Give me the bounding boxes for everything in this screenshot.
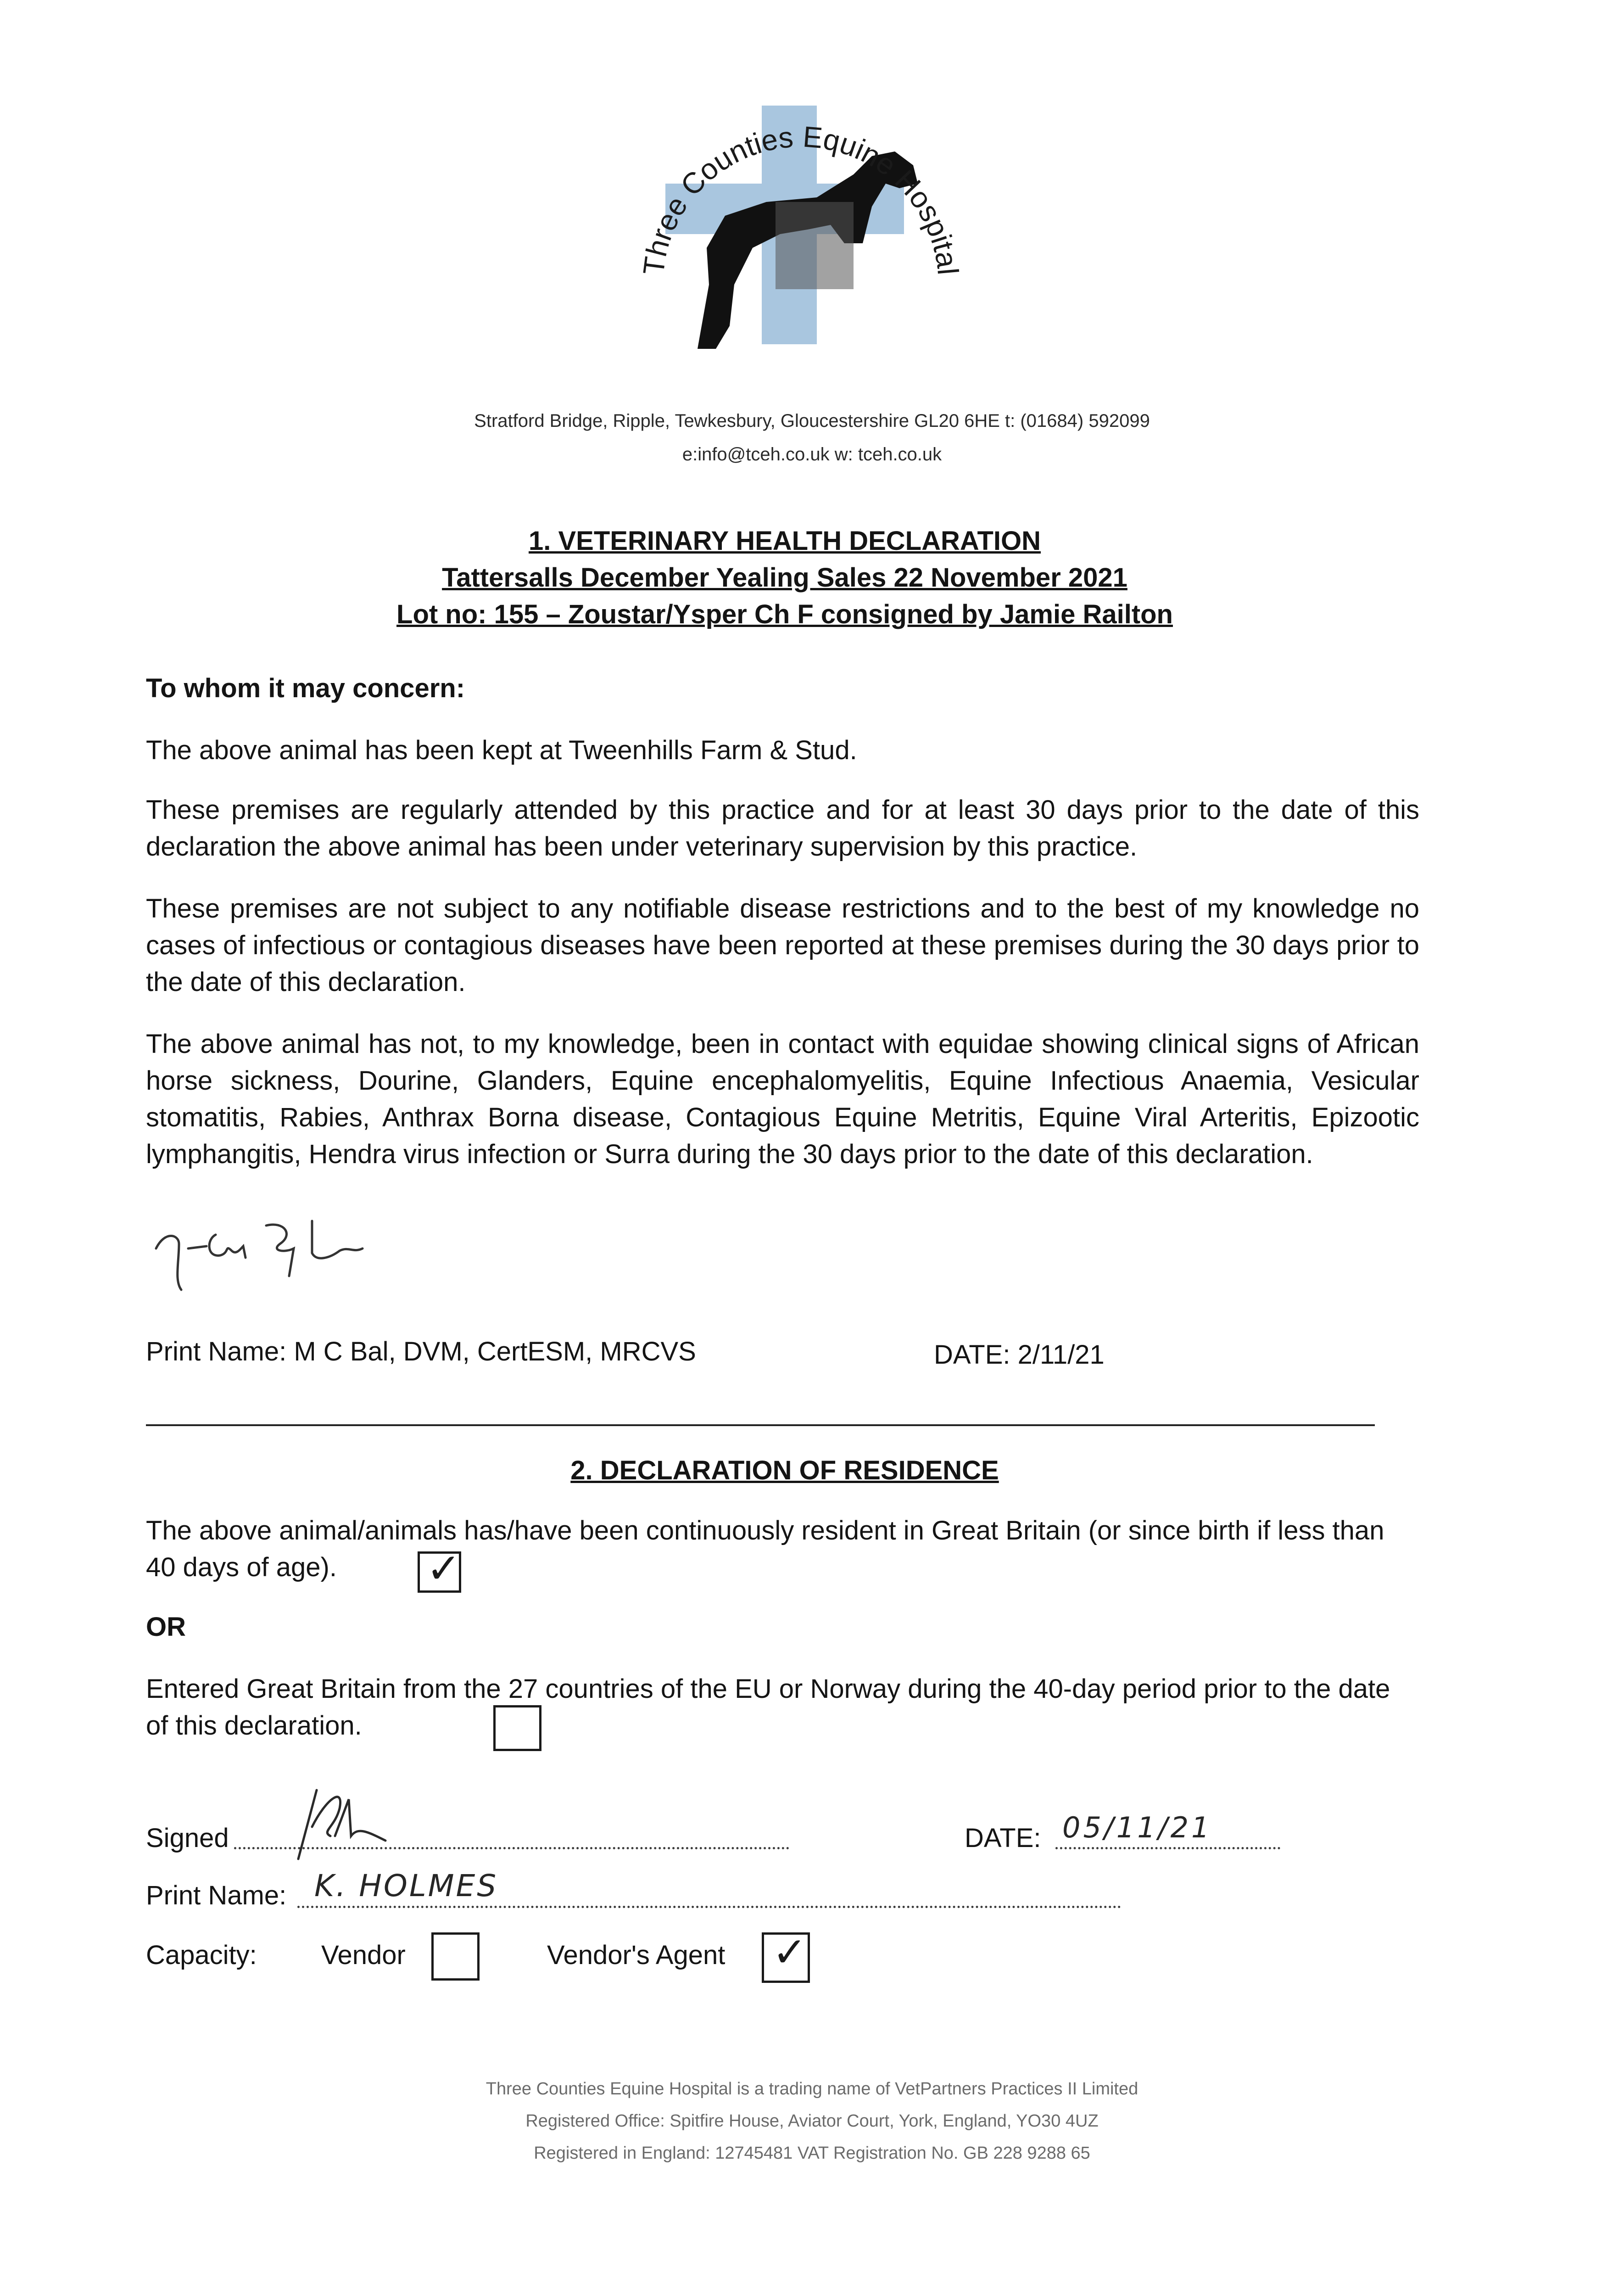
salutation: To whom it may concern: [146, 673, 465, 703]
agent-date-label: DATE: [965, 1823, 1041, 1853]
residence-option2-checkbox[interactable] [493, 1705, 541, 1751]
agent-print-name-value: K. HOLMES [314, 1868, 498, 1903]
paragraph-contact: The above animal has not, to my knowledge, been in contact with equidae showing clinical signs of African horse sickness, Dourine, Glanders, Equine encephalomyelitis, Equine Infectious Anaemia, Vesicular stomatitis, Rabies, Anthrax Borna disease, Contagious Equine Metritis, Equine Viral Arteritis, Epizootic lymphangitis, Hendra virus infection or Surra during the 30 days prior to the date of this declaration. [146, 1029, 1419, 1169]
or-label: OR [146, 1612, 186, 1642]
agent-print-name-label: Print Name: [146, 1881, 287, 1910]
logo-text: Three Counties Equine Hospital [636, 120, 965, 277]
residence-option1-text: The above animal/animals has/have been continuously resident in Great Britain (or since birth if less than 40 days of age). [146, 1516, 1384, 1582]
residence-option1-checkbox[interactable] [418, 1545, 461, 1593]
header-contact: e:info@tceh.co.uk w: tceh.co.uk [682, 444, 942, 465]
checkmark-icon: ✓ [426, 1545, 461, 1593]
footer-line-1: Three Counties Equine Hospital is a trading name of VetPartners Practices II Limited [486, 2079, 1138, 2099]
paragraph-premises: The above animal has been kept at Tweenhills Farm & Stud. [146, 735, 857, 765]
footer-line-3: Registered in England: 12745481 VAT Registration No. GB 228 9288 65 [534, 2144, 1090, 2163]
section-divider [146, 1424, 1375, 1426]
vet-signature [147, 1193, 404, 1304]
lot-heading: Lot no: 155 – Zoustar/Ysper Ch F consigned by Jamie Railton [396, 599, 1173, 629]
footer-line-2: Registered Office: Spitfire House, Aviator Court, York, England, YO30 4UZ [525, 2111, 1099, 2131]
vendor-checkbox[interactable] [431, 1932, 480, 1981]
section1-heading: 1. VETERINARY HEALTH DECLARATION [528, 526, 1041, 556]
vendors-agent-label: Vendor's Agent [547, 1940, 725, 1970]
section2-heading: 2. DECLARATION OF RESIDENCE [570, 1455, 999, 1485]
header-address: Stratford Bridge, Ripple, Tewkesbury, Gloucestershire GL20 6HE t: (01684) 592099 [474, 411, 1150, 431]
print-name-line[interactable] [297, 1904, 1121, 1908]
capacity-label: Capacity: [146, 1940, 257, 1970]
signed-label: Signed [146, 1823, 229, 1853]
agent-date-value: 05/11/21 [1062, 1811, 1212, 1844]
agent-signature [280, 1772, 399, 1864]
paragraph-supervision: These premises are regularly attended by this practice and for at least 30 days prior to the date of this declaration the above animal has been under veterinary supervision by this practice. [146, 795, 1419, 862]
vet-print-name: Print Name: M C Bal, DVM, CertESM, MRCVS [146, 1337, 696, 1366]
vendor-label: Vendor [321, 1940, 406, 1970]
vendors-agent-checkbox[interactable] [762, 1928, 810, 1983]
hospital-logo [615, 69, 991, 390]
checkmark-icon: ✓ [772, 1928, 807, 1976]
residence-option2-text: Entered Great Britain from the 27 countries of the EU or Norway during the 40-day period prior to the date of this declaration. [146, 1674, 1390, 1741]
date-line[interactable] [1055, 1845, 1280, 1849]
vet-date: DATE: 2/11/21 [934, 1340, 1105, 1370]
section1-subheading: Tattersalls December Yealing Sales 22 November 2021 [442, 563, 1127, 593]
paragraph-restrictions: These premises are not subject to any notifiable disease restrictions and to the best of my knowledge no cases of infectious or contagious diseases have been reported at these premises during the 30 days prior to the date of this declaration. [146, 894, 1419, 997]
